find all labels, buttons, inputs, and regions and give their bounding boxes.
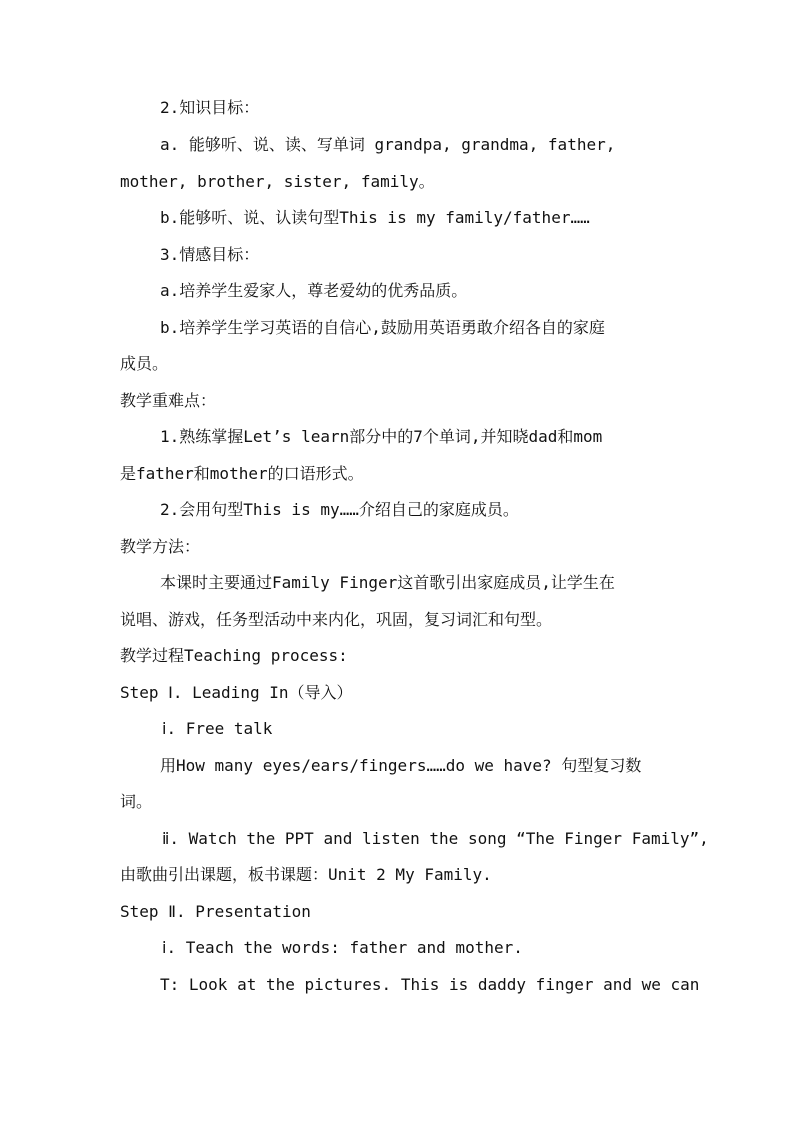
emotion-goal-heading: 3.情感目标： — [160, 245, 260, 264]
step-2-teach-words: ⅰ. Teach the words: father and mother. — [162, 938, 523, 957]
emotion-goal-a: a.培养学生爱家人，尊老爱幼的优秀品质。 — [160, 281, 468, 300]
step-1-free-talk-line-1: 用How many eyes/ears/fingers……do we have? 句型复习数 — [160, 756, 642, 775]
knowledge-goal-b: b.能够听、说、认读句型This is my family/father…… — [160, 208, 590, 227]
knowledge-goal-a-line-1: a. 能够听、说、读、写单词 grandpa, grandma, father, — [160, 135, 616, 154]
step-1-free-talk-line-2: 词。 — [120, 792, 153, 811]
step-1-free-talk: ⅰ. Free talk — [162, 719, 273, 738]
method-line-1: 本课时主要通过Family Finger这首歌引出家庭成员,让学生在 — [160, 573, 615, 592]
emotion-goal-b-line-2: 成员。 — [120, 354, 169, 373]
step-1-heading: Step Ⅰ. Leading In（导入） — [120, 683, 353, 702]
method-heading: 教学方法： — [120, 537, 201, 556]
step-2-teacher-line: T: Look at the pictures. This is daddy finger and we can — [160, 975, 700, 994]
key-point-1-line-2: 是father和mother的口语形式。 — [120, 464, 364, 483]
step-1-song-line-1: ⅱ. Watch the PPT and listen the song “The Finger Family”, — [162, 829, 709, 848]
method-line-2: 说唱、游戏，任务型活动中来内化，巩固，复习词汇和句型。 — [120, 610, 553, 629]
process-heading: 教学过程Teaching process: — [120, 646, 348, 665]
key-point-2: 2.会用句型This is my……介绍自己的家庭成员。 — [160, 500, 519, 519]
step-2-heading: Step Ⅱ. Presentation — [120, 902, 311, 921]
knowledge-goal-a-line-2: mother, brother, sister, family。 — [120, 172, 435, 191]
key-point-1-line-1: 1.熟练掌握Let’s learn部分中的7个单词,并知晓dad和mom — [160, 427, 603, 446]
step-1-song-line-2: 由歌曲引出课题，板书课题：Unit 2 My Family. — [120, 865, 492, 884]
knowledge-goal-heading: 2.知识目标： — [160, 98, 260, 117]
emotion-goal-b-line-1: b.培养学生学习英语的自信心,鼓励用英语勇敢介绍各自的家庭 — [160, 318, 605, 337]
key-points-heading: 教学重难点： — [120, 391, 217, 410]
